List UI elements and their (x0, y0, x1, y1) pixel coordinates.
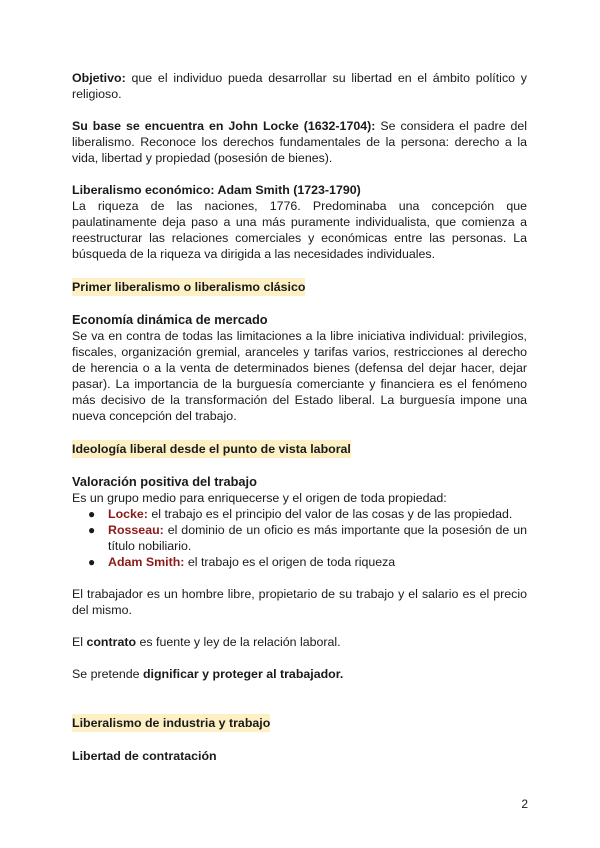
bullet-text: el dominio de un oficio es más importante que la posesión de un título nobiliario. (108, 523, 527, 553)
bullet-name: Locke: (108, 507, 148, 521)
bullet-text: el trabajo es el principio del valor de las cosas y de las propiedad. (147, 507, 513, 521)
ideologia-intro: Es un grupo medio para enriquecerse y el origen de toda propiedad: (72, 491, 447, 505)
locke-label: Su base se encuentra en John Locke (1632-1704): (72, 119, 376, 133)
ideologia-heading: Ideología liberal desde el punto de vista laboral (72, 442, 351, 456)
economico-text: La riqueza de las naciones, 1776. Predominaba una concepción que paulatinamente deja paso a una más puramente individualista, que comienza a reestructurar las relaciones comerciales y económicas entre las personas. La búsqueda de la riqueza va dirigida a las necesidades individuales. (72, 199, 527, 261)
bullet-name: Adam Smith: (108, 555, 185, 569)
trabajador-paragraph: El trabajador es un hombre libre, propietario de su trabajo y el salario es el precio del mismo. (72, 587, 527, 617)
bullet-text: el trabajo es el origen de toda riqueza (184, 555, 396, 569)
pretende-bold: dignificar y proteger al trabajador. (142, 667, 344, 681)
document-page (72, 70, 527, 764)
ideologia-subtitle: Valoración positiva del trabajo (72, 474, 257, 489)
primer-subtitle: Economía dinámica de mercado (72, 312, 268, 327)
contrato-paragraph (72, 634, 527, 650)
bullet-icon: ● (88, 555, 96, 569)
objetivo-paragraph (72, 70, 527, 102)
objetivo-text: que el individuo pueda desarrollar su libertad en el ámbito político y religioso. (72, 71, 527, 101)
list-item (88, 506, 527, 522)
pretende-paragraph (72, 666, 527, 682)
list-item (88, 522, 527, 554)
objetivo-label: Objetivo: (72, 71, 126, 85)
industria-heading: Liberalismo de industria y trabajo (72, 716, 271, 730)
bullet-icon: ● (88, 523, 96, 537)
industria-subtitle: Libertad de contratación (72, 749, 217, 763)
primer-text: Se va en contra de todas las limitaciones a la libre iniciativa individual: privilegios, fiscales, organización gremial, aranceles y tarifas varios, restricciones al derecho de herencia o a la venta de determinados bienes (defensa del dejar hacer, dejar pasar). La importancia de la burguesía comerciante y financiera es el fenómeno más decisivo de la transformación del Estado liberal. La burguesía impone una nueva concepción del trabajo. (72, 329, 527, 423)
contrato-pre: El (72, 635, 87, 649)
economico-title: Liberalismo económico: Adam Smith (1723-1790) (72, 183, 361, 197)
bullet-icon: ● (88, 507, 96, 521)
pretende-pre: Se pretende (72, 667, 143, 681)
list-item (88, 554, 527, 570)
bullet-name: Rosseau: (108, 523, 164, 537)
contrato-bold: contrato (86, 635, 137, 649)
contrato-post: es fuente y ley de la relación laboral. (136, 635, 341, 649)
ideologia-bullet-list (72, 506, 527, 570)
locke-text: Se considera el padre del liberalismo. Reconoce los derechos fundamentales de la persona: derecho a la vida, libertad y propiedad (posesión de bienes). (72, 119, 527, 165)
locke-paragraph (72, 118, 527, 166)
page-number: 2 (521, 797, 528, 811)
primer-heading: Primer liberalismo o liberalismo clásico (72, 280, 306, 294)
